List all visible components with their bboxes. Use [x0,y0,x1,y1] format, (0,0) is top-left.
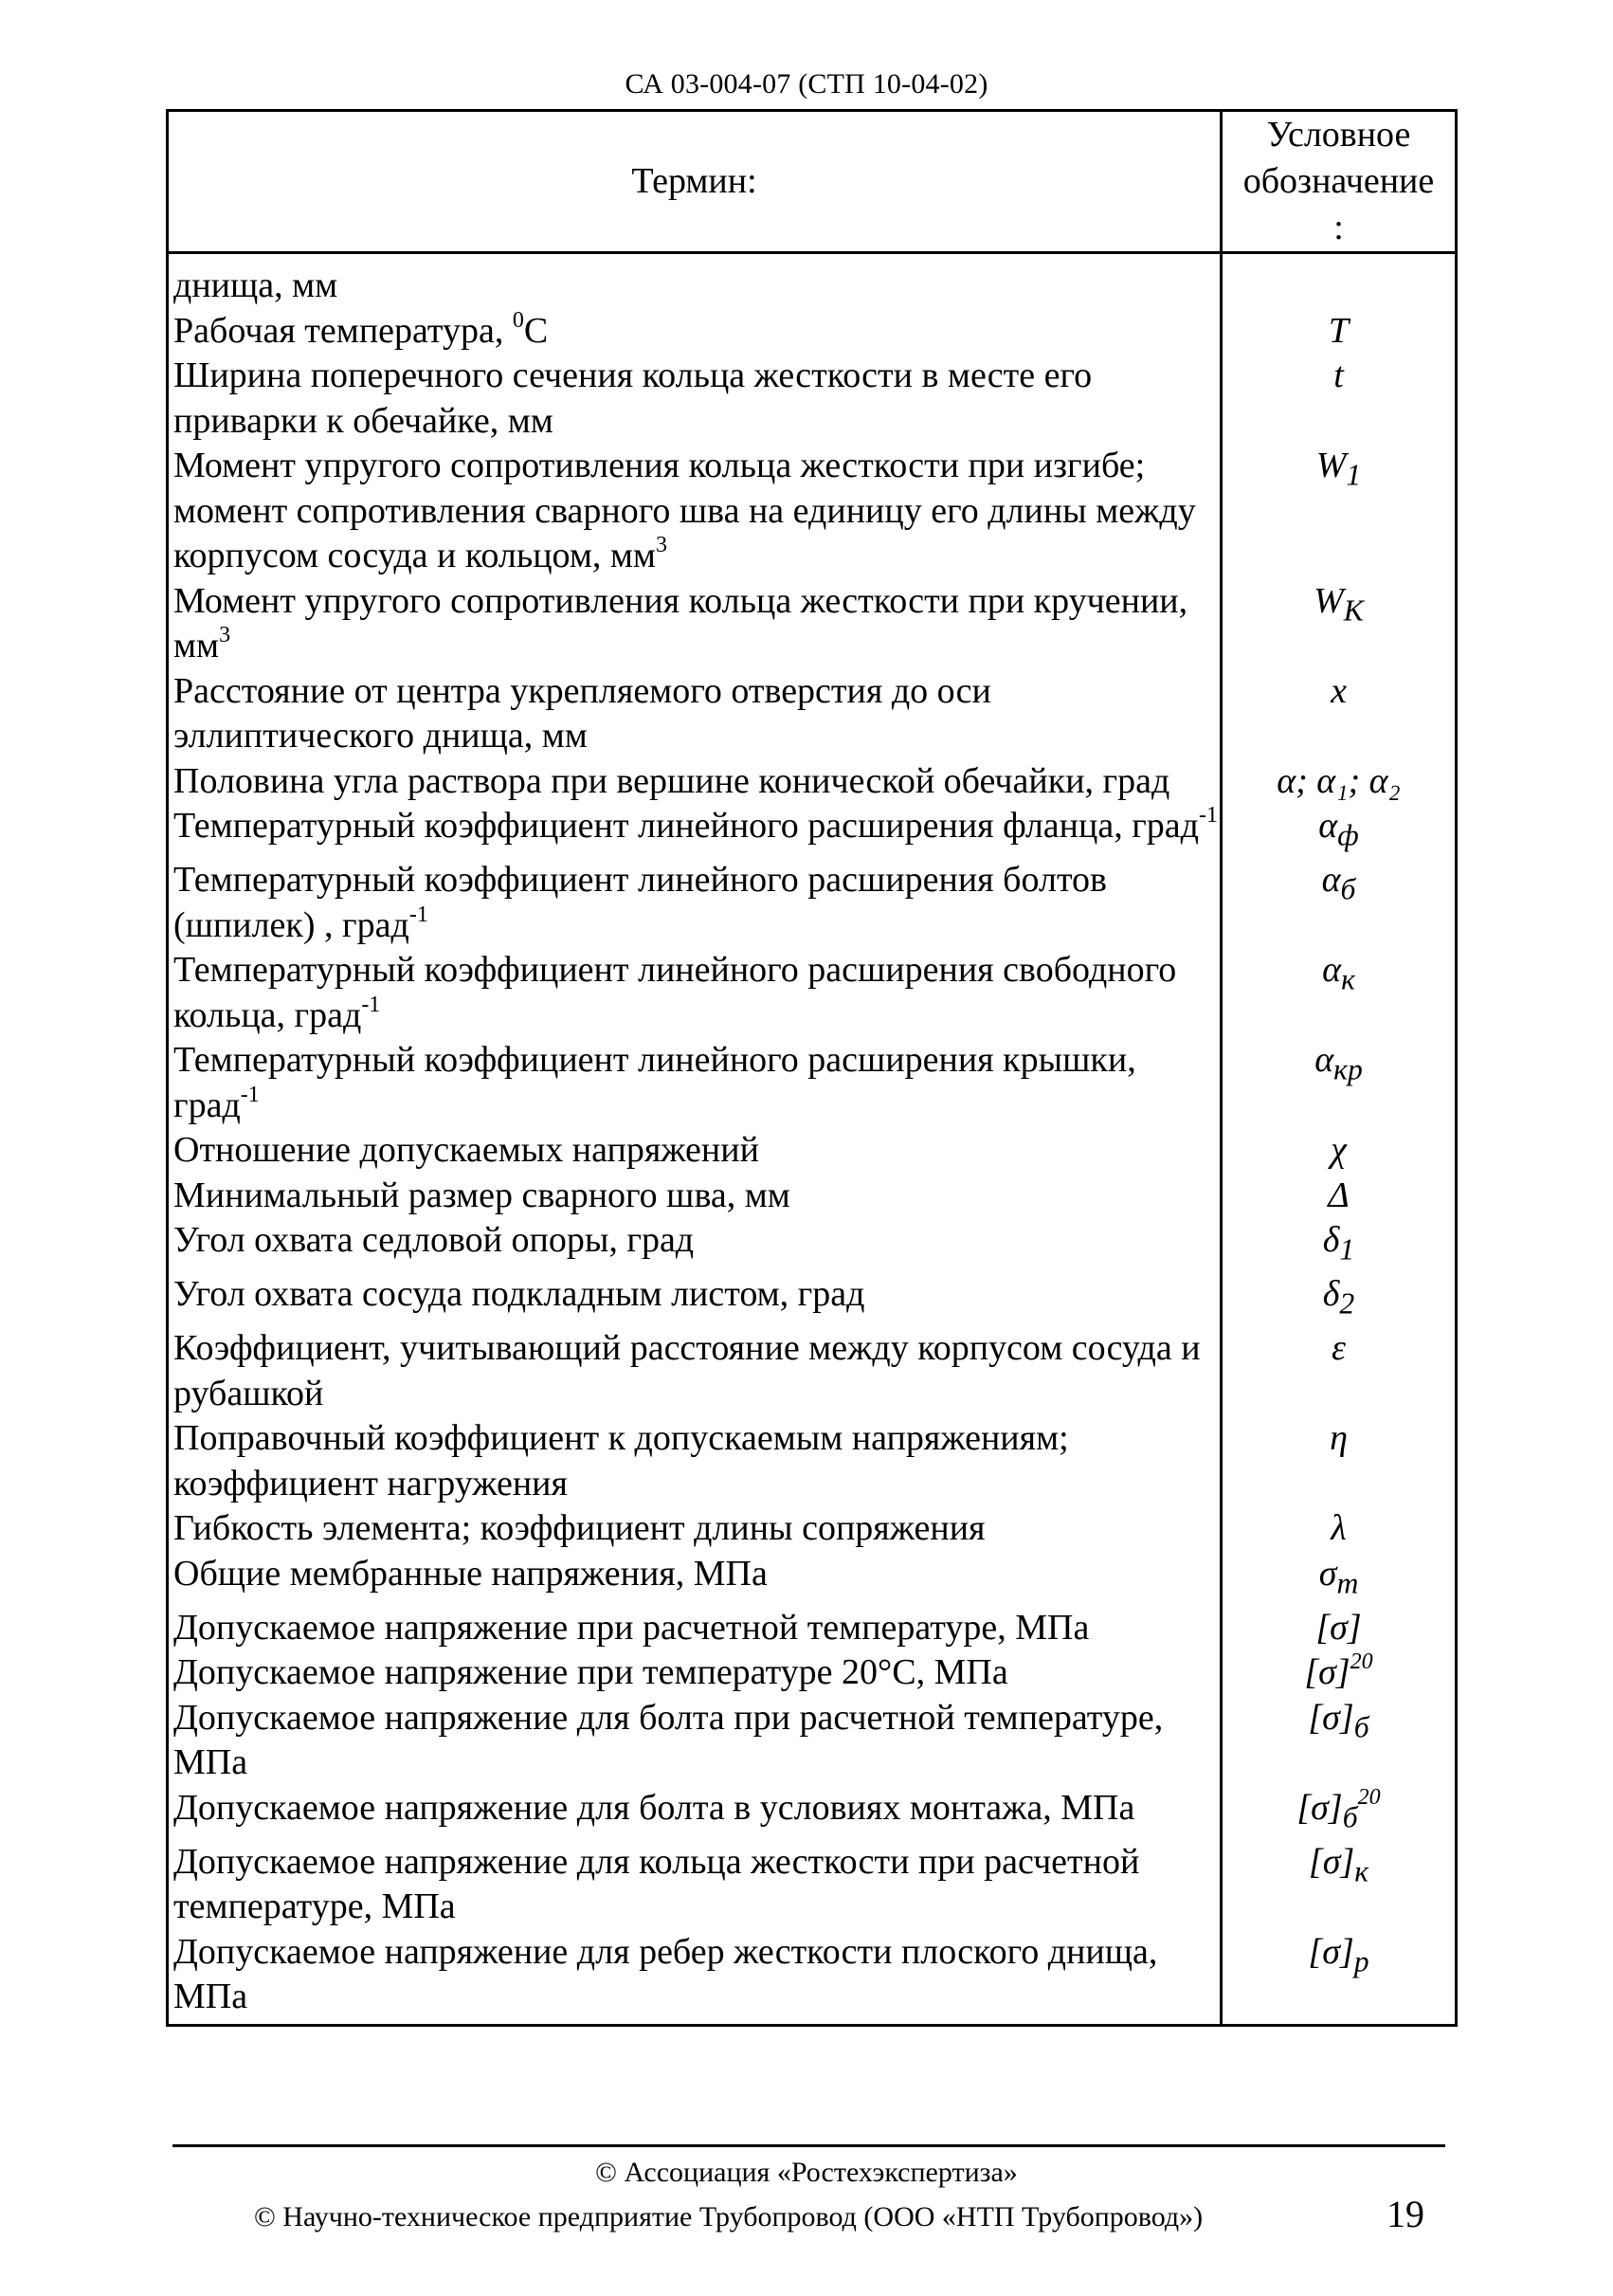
table-row [168,579,1457,669]
symbol-cell: Δ [1222,1174,1457,1219]
column-header-symbol-line1: Условное [1266,115,1411,155]
term-cell: Допускаемое напряжение для ребер жесткости плоского днища, МПа [168,1930,1222,2026]
table-row [168,1218,1457,1272]
symbol-subscript: к [1354,1854,1369,1888]
table-row [168,804,1457,858]
column-header-symbol [1222,111,1457,253]
term-text: Рабочая температура, [173,310,513,351]
term-text: Момент упругого сопротивления кольца жесткости при кручении, мм [173,580,1188,665]
symbol-cell: λ [1222,1506,1457,1552]
table-row [168,1840,1457,1930]
term-cell: днища, мм [168,253,1222,309]
symbol-base: W [1315,446,1347,485]
table-row [168,1930,1457,2026]
symbol-cell [1222,1930,1457,2026]
term-cell: Минимальный размер сварного шва, мм [168,1174,1222,1219]
term-cell: Гибкость элемента; коэффициент длины сопряжения [168,1506,1222,1552]
symbol-subscript: ф [1337,818,1359,852]
table-row [168,354,1457,444]
term-text: Момент упругого сопротивления кольца жесткости при изгибе; момент сопротивления сварного шва на единицу его длины между корпусом сосуда и кольцом, мм [173,446,1196,575]
term-cell [168,444,1222,579]
term-text: Температурный коэффициент линейного расширения свободного кольца, град [173,950,1177,1035]
table-row [168,1038,1457,1128]
column-header-term: Термин: [168,111,1222,253]
footer-copyright-enterprise: © Научно-техническое предприятие Трубопровод (ООО «НТП Трубопровод») [254,2201,1204,2232]
term-text-end: С [523,310,549,351]
symbol-subscript: p [1353,1944,1369,1978]
term-text: Температурный коэффициент линейного расширения фланца, град [173,806,1199,846]
symbol-subscript: 1 [1339,1232,1355,1266]
term-cell: Отношение допускаемых напряжений [168,1128,1222,1174]
term-superscript: -1 [240,1082,260,1107]
symbol-cell [1222,1786,1457,1840]
term-cell: Допускаемое напряжение при расчетной температуре, МПа [168,1606,1222,1651]
symbol-cell: χ [1222,1128,1457,1174]
symbol-base: W [1314,580,1344,621]
table-row [168,669,1457,759]
symbol-base: α [1322,950,1342,991]
symbol-cell [1222,579,1457,669]
symbol-subscript: б [1340,872,1356,906]
symbol-base: [σ] [1308,1931,1354,1972]
symbol-base: δ [1322,1220,1340,1261]
symbol-cell [1222,444,1457,579]
footer-divider [172,2144,1445,2147]
symbol-subscript: m [1336,1566,1359,1600]
term-cell [168,804,1222,858]
symbol-cell: η [1222,1416,1457,1506]
document-code-header: СА 03-004-07 (СТП 10-04-02) [625,68,988,100]
term-superscript: 3 [655,533,667,557]
table-row [168,858,1457,948]
symbol-base: α [1321,860,1341,901]
symbol-cell [1222,1696,1457,1786]
term-cell [168,309,1222,355]
table-row [168,1606,1457,1651]
symbol-cell [1222,804,1457,858]
symbol-base: α [1314,1040,1334,1081]
symbol-cell [1222,1552,1457,1606]
terms-table [166,109,1458,2027]
symbol-cell: t [1222,354,1457,444]
term-cell [168,858,1222,948]
symbol-subscript: 1 [1346,458,1362,492]
term-cell: Ширина поперечного сечения кольца жесткости в месте его приварки к обечайке, мм [168,354,1222,444]
term-cell: Угол охвата сосуда подкладным листом, град [168,1272,1222,1326]
term-cell: Допускаемое напряжение для болта при расчетной температуре, МПа [168,1696,1222,1786]
table-row [168,1174,1457,1219]
term-text: Температурный коэффициент линейного расширения болтов (шпилек) , град [173,860,1107,945]
table-row [168,1696,1457,1786]
term-cell: Поправочный коэффициент к допускаемым напряжениям; коэффициент нагружения [168,1416,1222,1506]
table-row [168,309,1457,355]
symbol-base: σ [1318,1553,1337,1594]
symbol-superscript: 20 [1357,1784,1381,1810]
table-row [168,1416,1457,1506]
term-cell [168,948,1222,1038]
term-cell: Половина угла раствора при вершине конической обечайки, град [168,759,1222,805]
symbol-cell [1222,1038,1457,1128]
symbol-cell [1222,858,1457,948]
term-superscript: -1 [408,902,428,927]
table-row [168,1786,1457,1840]
table-row [168,253,1457,309]
term-cell: Угол охвата седловой опоры, град [168,1218,1222,1272]
symbol-subscript: к [1341,962,1355,996]
table-row [168,948,1457,1038]
term-cell: Общие мембранные напряжения, МПа [168,1552,1222,1606]
symbol-cell: α; α₁; α₂ [1222,759,1457,805]
term-cell: Допускаемое напряжение для болта в условиях монтажа, МПа [168,1786,1222,1840]
symbol-cell [1222,1272,1457,1326]
symbol-base: [σ] [1308,1841,1355,1882]
symbol-cell: x [1222,669,1457,759]
term-cell: Допускаемое напряжение для кольца жесткости при расчетной температуре, МПа [168,1840,1222,1930]
term-superscript: -1 [361,992,381,1017]
term-cell [168,579,1222,669]
symbol-cell: ε [1222,1326,1457,1416]
column-header-symbol-line2: обозначение [1242,161,1435,201]
term-superscript: 3 [219,623,231,647]
symbol-cell: T [1222,309,1457,355]
symbol-subscript: б [1342,1800,1358,1834]
symbol-cell [1222,253,1457,309]
symbol-base: [σ] [1296,1787,1343,1828]
table-row [168,1552,1457,1606]
symbol-base: α [1318,806,1338,846]
column-header-symbol-line3: : [1333,208,1344,247]
footer-copyright-association: © Ассоциация «Ростехэкспертиза» [595,2157,1018,2188]
symbol-cell [1222,948,1457,1038]
symbol-base: [σ] [1308,1697,1354,1738]
table-row [168,444,1457,579]
term-superscript: 0 [512,307,524,333]
symbol-base: δ [1322,1274,1340,1315]
symbol-superscript: 20 [1350,1649,1373,1675]
table-row [168,1326,1457,1416]
table-row [168,1272,1457,1326]
term-cell: Коэффициент, учитывающий расстояние между корпусом сосуда и рубашкой [168,1326,1222,1416]
symbol-subscript: K [1343,593,1364,628]
symbol-cell [1222,1840,1457,1930]
symbol-cell [1222,1218,1457,1272]
table-row [168,1506,1457,1552]
symbol-cell [1222,1650,1457,1696]
symbol-subscript: кр [1333,1052,1363,1086]
symbol-subscript: 2 [1339,1286,1355,1321]
table-row [168,759,1457,805]
term-cell: Допускаемое напряжение при температуре 20°С, МПа [168,1650,1222,1696]
term-superscript: -1 [1198,803,1218,828]
symbol-subscript: б [1353,1710,1369,1744]
symbol-cell: [σ] [1222,1606,1457,1651]
table-row [168,1128,1457,1174]
table-header-row [168,111,1457,253]
symbol-base: [σ] [1304,1652,1350,1693]
term-cell [168,1038,1222,1128]
term-cell: Расстояние от центра укрепляемого отверстия до оси эллиптического днища, мм [168,669,1222,759]
term-text: Температурный коэффициент линейного расширения крышки, град [173,1040,1136,1125]
table-row [168,1650,1457,1696]
page-number: 19 [1386,2193,1424,2235]
